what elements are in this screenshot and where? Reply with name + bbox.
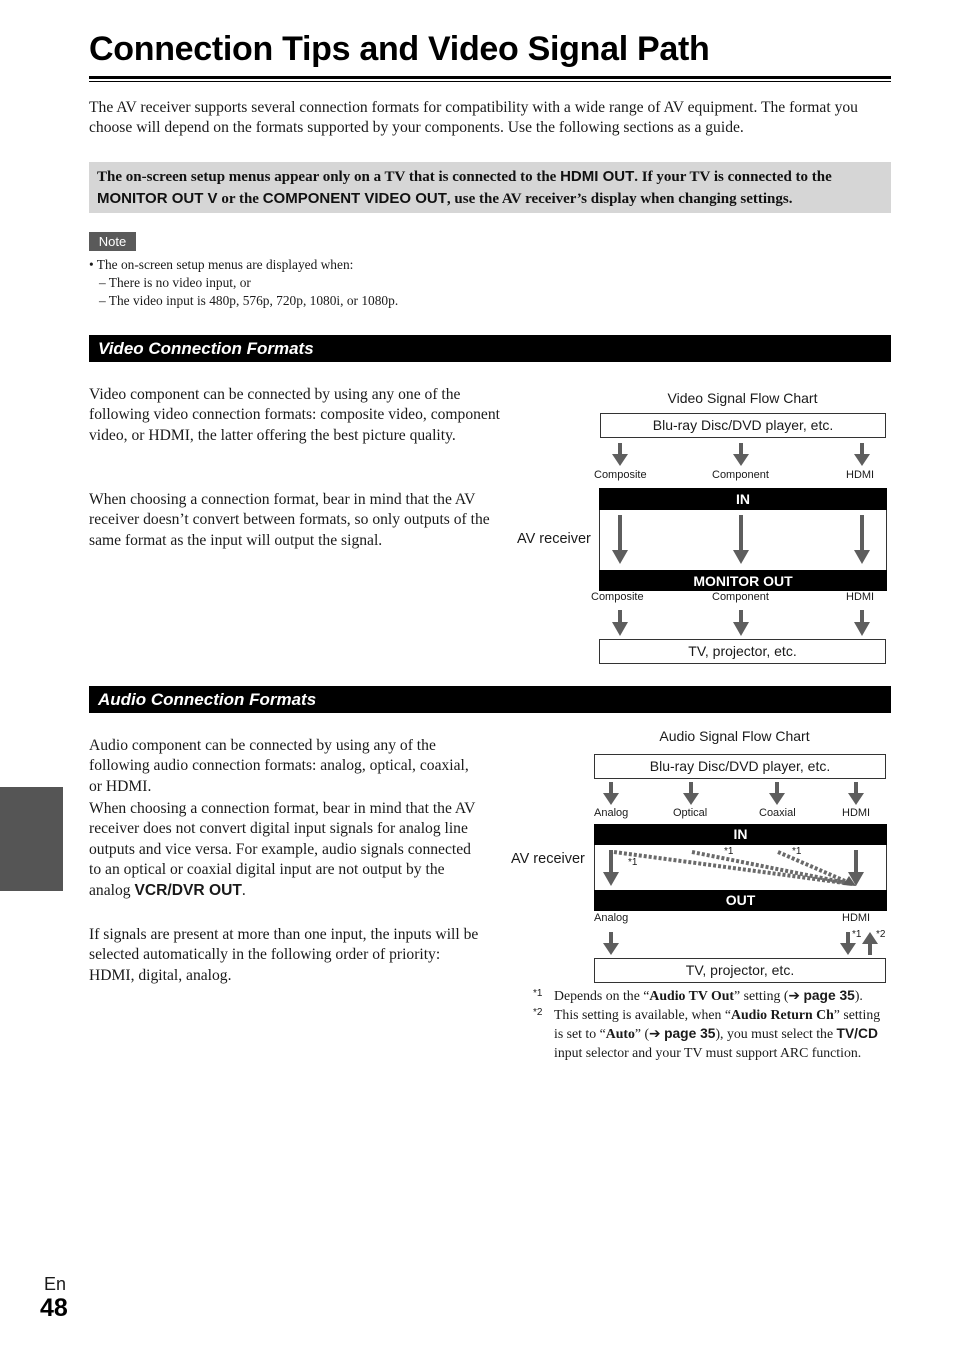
audio-mark-hdmi-2: *2 <box>876 929 886 940</box>
arrow-down-icon <box>603 932 619 955</box>
audio-para-1: Audio component can be connected by using any of the following audio connection formats: analog, optical, coaxial, or HDMI. <box>89 737 469 795</box>
arrow-down-icon <box>854 515 870 564</box>
language-label: En <box>44 1274 67 1294</box>
arrow-down-icon <box>733 515 749 564</box>
footnote-2-mark: *2 <box>533 1007 543 1018</box>
tv-cd-label: TV/CD <box>836 1026 878 1041</box>
audio-in-label-hdmi: HDMI <box>842 807 871 819</box>
audio-in-band: IN <box>594 824 887 845</box>
video-in-label-composite: Composite <box>594 469 647 481</box>
note-line: • The on-screen setup menus are displayed when: <box>89 257 354 272</box>
video-source-box: Blu-ray Disc/DVD player, etc. <box>600 413 886 438</box>
arrow-down-icon <box>848 782 864 805</box>
note-badge: Note <box>89 232 136 251</box>
video-out-label-component: Component <box>712 591 769 603</box>
video-para-2: When choosing a connection format, bear in mind that the AV receiver doesn’t convert between formats, so only outputs of the same format as the input will output the signal. <box>89 491 490 549</box>
page-number: 48 <box>40 1294 68 1322</box>
audio-source-box: Blu-ray Disc/DVD player, etc. <box>594 754 886 779</box>
footnote-2: This setting is available, when “Audio Return Ch” setting is set to “Auto” (➔ page 35), you must select the TV/CD input selector and your TV must support ARC function. <box>554 1007 881 1060</box>
arrow-down-icon <box>612 610 628 636</box>
monitor-out-v-label: MONITOR OUT V <box>97 190 218 207</box>
arrow-down-icon <box>612 515 628 564</box>
vcr-dvr-out-label: VCR/DVR OUT <box>134 881 242 899</box>
page-title: Connection Tips and Video Signal Path <box>89 30 710 68</box>
video-in-label-component: Component <box>712 469 769 481</box>
video-in-band: IN <box>599 488 887 510</box>
arrow-right-icon: ➔ <box>649 1026 661 1041</box>
audio-section-heading: Audio Connection Formats <box>89 686 891 713</box>
page-35-link[interactable]: page 35 <box>803 988 855 1003</box>
notice-text: The on-screen setup menus appear only on a TV that is connected to the HDMI OUT. If your TV is connected to the MONITOR OUT V or the COMPONENT VIDEO OUT, use the AV receiver’s display when changing settings. <box>97 168 832 207</box>
audio-mark-analog: *1 <box>628 857 638 868</box>
intro-paragraph: The AV receiver supports several connection formats for compatibility with a wide range of AV equipment. The format you choose will depend on the formats supported by your components. Use the following sections as a guide. <box>89 99 858 137</box>
video-para-1: Video component can be connected by using any one of the following video connection formats: composite video, component video, or HDMI, the latter offering the best picture quality. <box>89 386 500 444</box>
audio-in-label-coaxial: Coaxial <box>759 807 796 819</box>
arrow-down-icon <box>683 782 699 805</box>
arrow-down-icon <box>733 610 749 636</box>
arrow-down-icon <box>733 443 749 466</box>
video-out-label-hdmi: HDMI <box>846 591 875 603</box>
video-out-label-composite: Composite <box>591 591 644 603</box>
footnote-1: Depends on the “Audio TV Out” setting (➔ page 35). <box>554 988 863 1003</box>
audio-in-label-optical: Optical <box>673 807 708 819</box>
audio-chart-title: Audio Signal Flow Chart <box>659 728 810 744</box>
video-section-heading: Video Connection Formats <box>89 335 891 362</box>
page-35-link[interactable]: page 35 <box>664 1026 716 1041</box>
arrow-down-icon <box>840 932 856 955</box>
arrow-down-icon <box>612 443 628 466</box>
audio-mark-coaxial: *1 <box>792 846 802 857</box>
arrow-down-icon <box>854 610 870 636</box>
audio-para-2: When choosing a connection format, bear in mind that the AV receiver does not convert digital input signals for analog line outputs and vice versa. For example, audio signals connected to an optical or coaxial digital input are not output by the analog VCR/DVR OUT. <box>89 800 476 899</box>
audio-mark-optical: *1 <box>724 846 734 857</box>
note-line: – There is no video input, or <box>99 275 251 290</box>
arrow-right-icon: ➔ <box>788 988 800 1003</box>
video-chart-title: Video Signal Flow Chart <box>667 390 818 406</box>
footnote-1-mark: *1 <box>533 988 543 999</box>
video-destination-box: TV, projector, etc. <box>599 639 886 664</box>
arrow-down-icon <box>603 850 619 886</box>
audio-in-label-analog: Analog <box>594 807 629 819</box>
arrow-down-icon <box>603 782 619 805</box>
audio-mark-hdmi-1: *1 <box>852 929 862 940</box>
video-in-label-hdmi: HDMI <box>846 469 875 481</box>
note-line: – The video input is 480p, 576p, 720p, 1080i, or 1080p. <box>99 293 399 308</box>
video-monitor-out-band: MONITOR OUT <box>599 570 887 591</box>
audio-out-label-analog: Analog <box>594 912 629 924</box>
component-video-out-label: COMPONENT VIDEO OUT <box>262 190 447 207</box>
arrow-up-icon <box>862 932 878 955</box>
arrow-down-icon <box>769 782 785 805</box>
arrow-down-icon <box>854 443 870 466</box>
audio-av-receiver-label: AV receiver <box>511 851 585 867</box>
audio-out-band: OUT <box>594 890 887 911</box>
audio-out-label-hdmi: HDMI <box>842 912 871 924</box>
audio-para-3: If signals are present at more than one input, the inputs will be selected automatically in the following order of priority: HDMI, digital, analog. <box>89 926 479 984</box>
video-av-receiver-label: AV receiver <box>517 531 591 547</box>
audio-destination-box: TV, projector, etc. <box>594 958 886 983</box>
hdmi-out-label: HDMI OUT <box>560 168 635 185</box>
